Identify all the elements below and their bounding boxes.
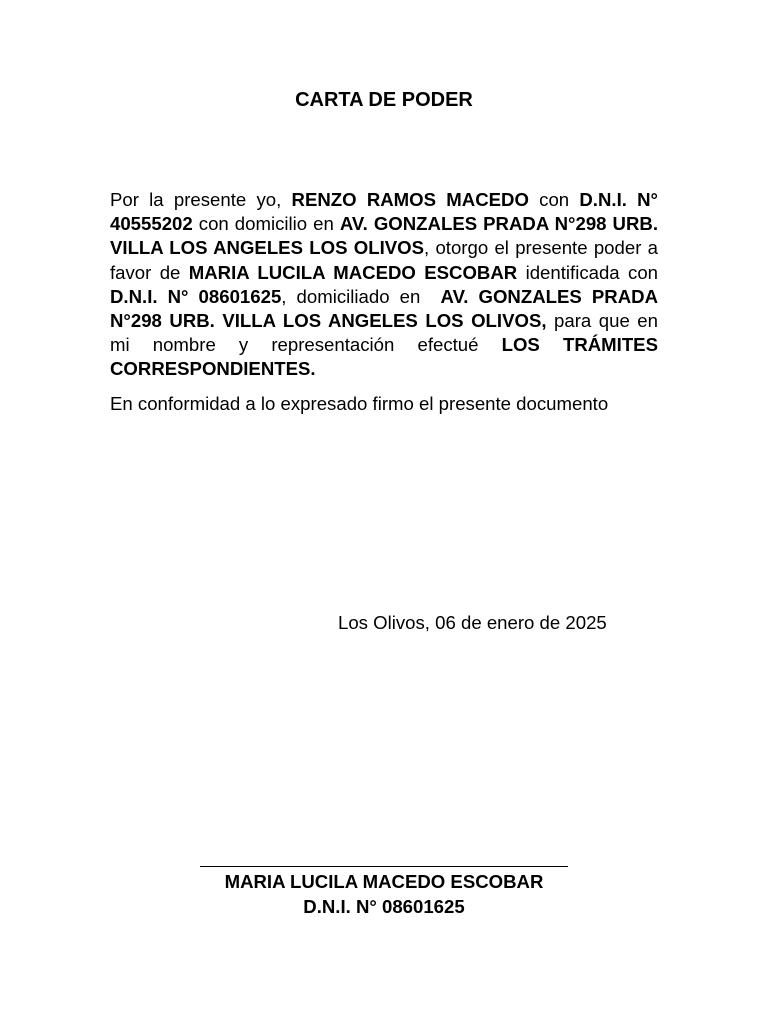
attorney-address: AV. GONZALES PRADA N°298 URB. VILLA LOS ANGELES LOS OLIVOS, bbox=[110, 285, 659, 332]
text-segment: con domicilio en bbox=[192, 213, 340, 235]
attorney-name: MARIA LUCILA MACEDO ESCOBAR bbox=[188, 261, 518, 283]
signature-name: MARIA LUCILA MACEDO ESCOBAR bbox=[224, 871, 544, 892]
text-segment: con bbox=[528, 189, 580, 210]
signature-line bbox=[200, 866, 568, 867]
grantor-dni: D.N.I. N° 40555202 bbox=[110, 189, 658, 235]
grantor-name: RENZO RAMOS MACEDO bbox=[291, 189, 529, 210]
document-title: CARTA DE PODER bbox=[295, 89, 473, 111]
date-line: Los Olivos, 06 de enero de 2025 bbox=[338, 612, 607, 633]
attorney-dni: D.N.I. N° 08601625 bbox=[110, 285, 282, 307]
document-body bbox=[110, 188, 658, 426]
signature-block bbox=[200, 846, 568, 919]
text-segment: identificada con bbox=[517, 261, 658, 283]
text-segment: Por la presente yo, bbox=[110, 189, 292, 210]
grantor-address: AV. GONZALES PRADA N°298 URB. VILLA LOS ANGELES LOS OLIVOS bbox=[110, 213, 658, 259]
paragraph-conformity: En conformidad a lo expresado firmo el presente documento bbox=[110, 392, 609, 414]
text-segment: , otorgo el presente poder a favor de bbox=[110, 237, 658, 283]
paragraph-grant bbox=[110, 188, 658, 382]
text-segment: , domiciliado en bbox=[281, 285, 441, 307]
signature-dni: D.N.I. N° 08601625 bbox=[303, 896, 465, 917]
text-segment: para que en mi nombre y representación efectué bbox=[110, 310, 658, 356]
purpose: LOS TRÁMITES CORRESPONDIENTES. bbox=[110, 334, 658, 380]
